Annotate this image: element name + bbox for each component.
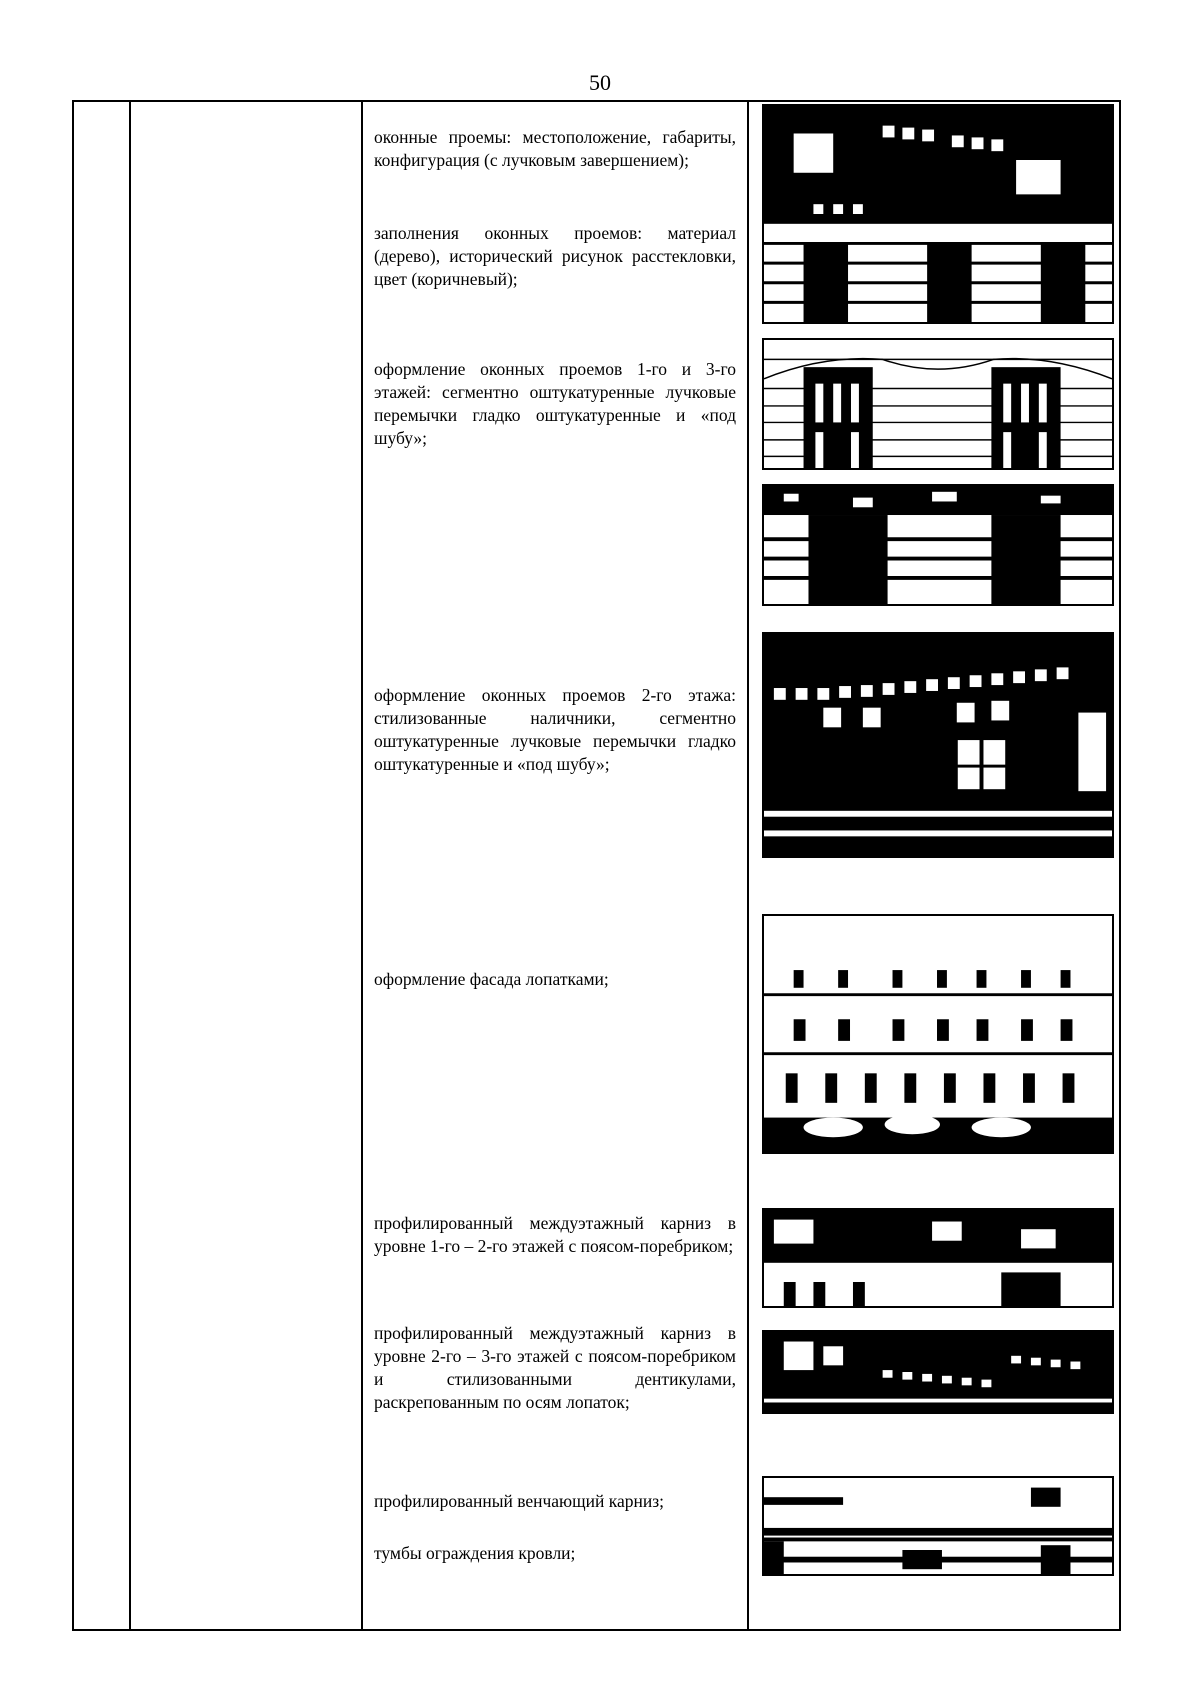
item-text: оформление оконных проемов 2-го этажа: стилизованные наличники, сегментно оштукатуренные лучковые перемычки гладко оштукатуренные и «под шубу»; [374, 685, 736, 774]
weathered-windows-photo [762, 484, 1114, 606]
item-text: заполнения оконных проемов: материал (дерево), исторический рисунок расстекловки, цвет (коричневый); [374, 223, 736, 289]
column-divider [747, 102, 749, 1629]
column-divider [129, 102, 131, 1629]
full-facade-photo [762, 914, 1114, 1154]
page-number: 50 [589, 70, 611, 95]
window-lintels-drawing [762, 338, 1114, 470]
second-floor-window-photo [762, 632, 1114, 858]
item-text: профилированный междуэтажный карниз в уровне 2-го – 3-го этажей с поясом-поребриком и стилизованными дентикулами, раскрепованным по осям лопаток; [374, 1323, 736, 1412]
protected-elements-table [72, 100, 1121, 1631]
facade-windows-photo [762, 104, 1114, 324]
cornice-floor-1-2-photo [762, 1208, 1114, 1308]
item-text: оформление оконных проемов 1-го и 3-го этажей: сегментно оштукатуренные лучковые перемычки гладко оштукатуренные и «под шубу»; [374, 359, 736, 448]
item-text: тумбы ограждения кровли; [374, 1543, 576, 1563]
item-text: профилированный междуэтажный карниз в уровне 1-го – 2-го этажей с поясом-поребриком; [374, 1213, 736, 1256]
item-text: оформление фасада лопатками; [374, 969, 609, 989]
cornice-floor-2-3-photo [762, 1330, 1114, 1414]
crowning-cornice-photo [762, 1476, 1114, 1576]
column-divider [361, 102, 363, 1629]
item-text: оконные проемы: местоположение, габариты, конфигурация (с лучковым завершением); [374, 127, 736, 170]
item-text: профилированный венчающий карниз; [374, 1491, 664, 1511]
